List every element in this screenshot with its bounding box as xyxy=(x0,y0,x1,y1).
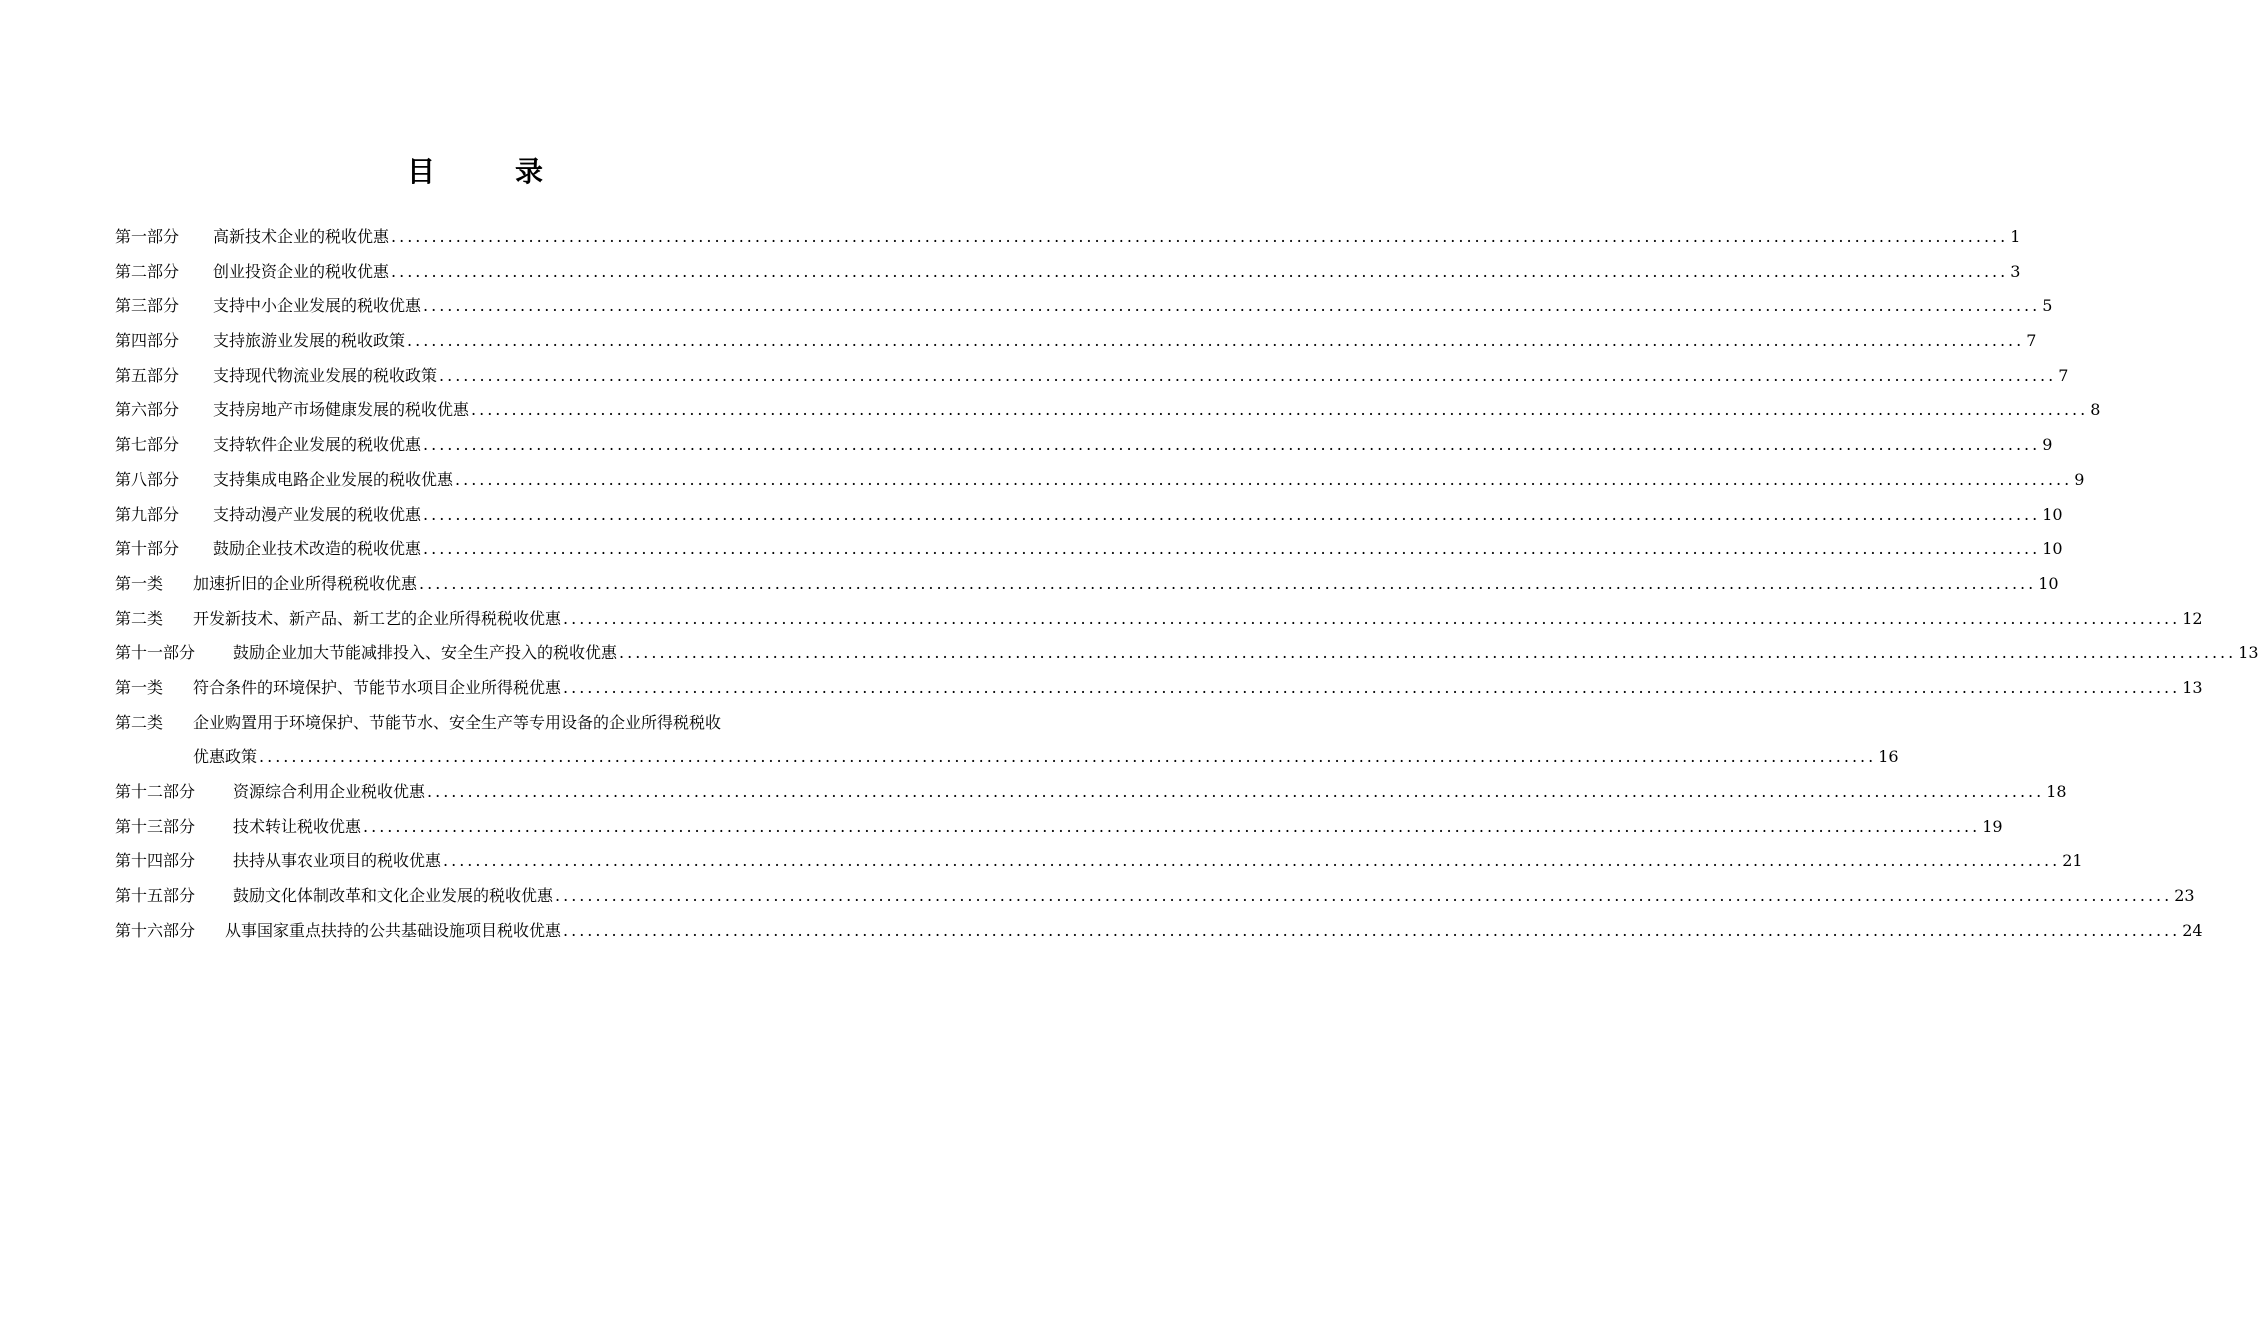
toc-dot-leader: ........................................................................................................................................................................................................ xyxy=(391,261,2009,281)
toc-entry-label: 第十四部分 xyxy=(115,851,196,871)
toc-entry-page-number: 12 xyxy=(2182,608,2203,628)
toc-entry-title: 支持旅游业发展的税收政策 xyxy=(213,331,406,351)
toc-dot-leader: ........................................................................................................................................................................................................ xyxy=(423,539,2041,559)
toc-dot-leader: ........................................................................................................................................................................................................ xyxy=(391,227,2009,246)
toc-entry-title: 鼓励企业技术改造的税收优惠 xyxy=(213,539,422,559)
toc-entry[interactable] xyxy=(115,467,2085,502)
toc-entry-label: 第五部分 xyxy=(115,365,180,385)
toc-entry-page-number: 10 xyxy=(2038,573,2059,593)
toc-entry-page-number: 16 xyxy=(1878,747,1899,767)
toc-entry-title-continued: 优惠政策 xyxy=(193,747,258,767)
toc-dot-leader: ........................................................................................................................................................................................................ xyxy=(423,435,2041,455)
toc-entry-title: 支持软件企业发展的税收优惠 xyxy=(213,435,422,455)
toc-entry-title: 创业投资企业的税收优惠 xyxy=(213,261,390,281)
toc-dot-leader: ........................................................................................................................................................................................................ xyxy=(427,782,2045,801)
toc-entry-title: 支持集成电路企业发展的税收优惠 xyxy=(213,469,454,489)
toc-entry-page-number: 1 xyxy=(2010,227,2021,246)
toc-entry-page-number: 10 xyxy=(2042,504,2063,524)
toc-entry-title: 鼓励企业加大节能减排投入、安全生产投入的税收优惠 xyxy=(233,643,618,663)
toc-entry-label: 第四部分 xyxy=(115,331,180,351)
toc-entry-page-number: 8 xyxy=(2090,400,2101,420)
toc-entry-label: 第十三部分 xyxy=(115,816,196,836)
toc-dot-leader: ........................................................................................................................................................................................................ xyxy=(455,469,2073,489)
toc-entry-label: 第二类 xyxy=(115,608,164,628)
toc-dot-leader: ........................................................................................................................................................................................................ xyxy=(419,573,2037,593)
toc-entry-title: 符合条件的环境保护、节能节水项目企业所得税优惠 xyxy=(193,677,562,697)
toc-dot-leader: ........................................................................................................................................................................................................ xyxy=(443,851,2061,871)
toc-entry-page-number: 18 xyxy=(2046,782,2067,801)
toc-entry[interactable] xyxy=(115,710,841,745)
toc-entry[interactable] xyxy=(115,293,2053,328)
toc-entry-label: 第八部分 xyxy=(115,469,180,489)
toc-entry-label: 第三部分 xyxy=(115,296,180,316)
toc-dot-leader: ........................................................................................................................................................................................................ xyxy=(563,677,2181,697)
toc-dot-leader: ........................................................................................................................................................................................................ xyxy=(423,296,2041,316)
toc-dot-leader: ........................................................................................................................................................................................................ xyxy=(407,331,2025,351)
toc-entry[interactable] xyxy=(115,363,2069,398)
toc-entry[interactable] xyxy=(115,328,2037,363)
toc-entry-title: 开发新技术、新产品、新工艺的企业所得税税收优惠 xyxy=(193,608,562,628)
toc-dot-leader: ........................................................................................................................................................................................................ xyxy=(563,608,2181,628)
toc-entry[interactable] xyxy=(115,779,2067,814)
toc-entry-label: 第一类 xyxy=(115,573,164,593)
toc-entry[interactable] xyxy=(115,606,2203,641)
toc-dot-leader: ........................................................................................................................................................................................................ xyxy=(363,816,1981,836)
toc-entry-title: 支持房地产市场健康发展的税收优惠 xyxy=(213,400,470,420)
toc-entry-page-number: 3 xyxy=(2010,261,2021,281)
toc-entry[interactable] xyxy=(115,397,2101,432)
toc-entry[interactable] xyxy=(115,432,2053,467)
toc-entry[interactable] xyxy=(115,848,2083,883)
toc-entry[interactable] xyxy=(115,675,2203,710)
toc-entry-label: 第二类 xyxy=(115,712,164,732)
toc-entry[interactable] xyxy=(115,502,2063,537)
toc-entry-page-number: 5 xyxy=(2042,296,2053,316)
toc-entry-page-number: 7 xyxy=(2026,331,2037,351)
toc-dot-leader: ........................................................................................................................................................................................................ xyxy=(471,400,2089,420)
toc-entry-title: 扶持从事农业项目的税收优惠 xyxy=(233,851,442,871)
toc-entry-title: 鼓励文化体制改革和文化企业发展的税收优惠 xyxy=(233,886,554,906)
page-title: 目 录 xyxy=(406,155,569,188)
toc-entry[interactable] xyxy=(115,571,2059,606)
toc-entry-label: 第十六部分 xyxy=(115,920,196,940)
toc-entry-title: 从事国家重点扶持的公共基础设施项目税收优惠 xyxy=(225,920,562,940)
toc-entry-page-number: 13 xyxy=(2182,677,2203,697)
toc-entry[interactable] xyxy=(115,640,2259,675)
toc-entry-label: 第一部分 xyxy=(115,227,180,246)
toc-entry-label: 第九部分 xyxy=(115,504,180,524)
toc-entry[interactable] xyxy=(115,918,2203,953)
toc-entry-page-number: 9 xyxy=(2042,435,2053,455)
toc-entry-page-number: 21 xyxy=(2062,851,2083,871)
toc-entry-page-number: 23 xyxy=(2174,886,2195,906)
toc-entry-title: 技术转让税收优惠 xyxy=(233,816,362,836)
toc-entry-title: 资源综合利用企业税收优惠 xyxy=(233,782,426,801)
toc-entry-label: 第七部分 xyxy=(115,435,180,455)
toc-entry-page-number: 13 xyxy=(2238,643,2259,663)
toc-entry-label: 第二部分 xyxy=(115,261,180,281)
toc-entry-label: 第六部分 xyxy=(115,400,180,420)
toc-entry-page-number: 9 xyxy=(2074,469,2085,489)
toc-entry-label: 第十部分 xyxy=(115,539,180,559)
table-of-contents xyxy=(115,224,2259,952)
toc-entry-page-number: 7 xyxy=(2058,365,2069,385)
toc-dot-leader: ........................................................................................................................................................................................................ xyxy=(423,504,2041,524)
toc-entry-title: 支持现代物流业发展的税收政策 xyxy=(213,365,438,385)
toc-dot-leader: ........................................................................................................................................................................................................ xyxy=(259,747,1877,767)
toc-entry-continuation[interactable] xyxy=(115,744,1899,779)
toc-entry-title: 支持中小企业发展的税收优惠 xyxy=(213,296,422,316)
toc-entry[interactable] xyxy=(115,814,2003,849)
toc-entry-label: 第十五部分 xyxy=(115,886,196,906)
toc-entry[interactable] xyxy=(115,259,2021,294)
toc-entry-label: 第一类 xyxy=(115,677,164,697)
toc-entry[interactable] xyxy=(115,883,2195,918)
toc-entry-title: 企业购置用于环境保护、节能节水、安全生产等专用设备的企业所得税税收 xyxy=(193,712,722,732)
toc-entry-page-number: 19 xyxy=(1982,816,2003,836)
toc-dot-leader: ........................................................................................................................................................................................................ xyxy=(439,365,2057,385)
toc-entry-label: 第十二部分 xyxy=(115,782,196,801)
toc-entry[interactable] xyxy=(115,536,2063,571)
toc-dot-leader: ........................................................................................................................................................................................................ xyxy=(619,643,2237,663)
toc-entry-title: 支持动漫产业发展的税收优惠 xyxy=(213,504,422,524)
toc-dot-leader: ........................................................................................................................................................................................................ xyxy=(563,920,2181,940)
toc-entry-label: 第十一部分 xyxy=(115,643,196,663)
toc-entry[interactable] xyxy=(115,224,2021,259)
toc-entry-title: 高新技术企业的税收优惠 xyxy=(213,227,390,246)
toc-entry-page-number: 24 xyxy=(2182,920,2203,940)
toc-entry-page-number: 10 xyxy=(2042,539,2063,559)
toc-entry-title: 加速折旧的企业所得税税收优惠 xyxy=(193,573,418,593)
toc-dot-leader: ........................................................................................................................................................................................................ xyxy=(555,886,2173,906)
